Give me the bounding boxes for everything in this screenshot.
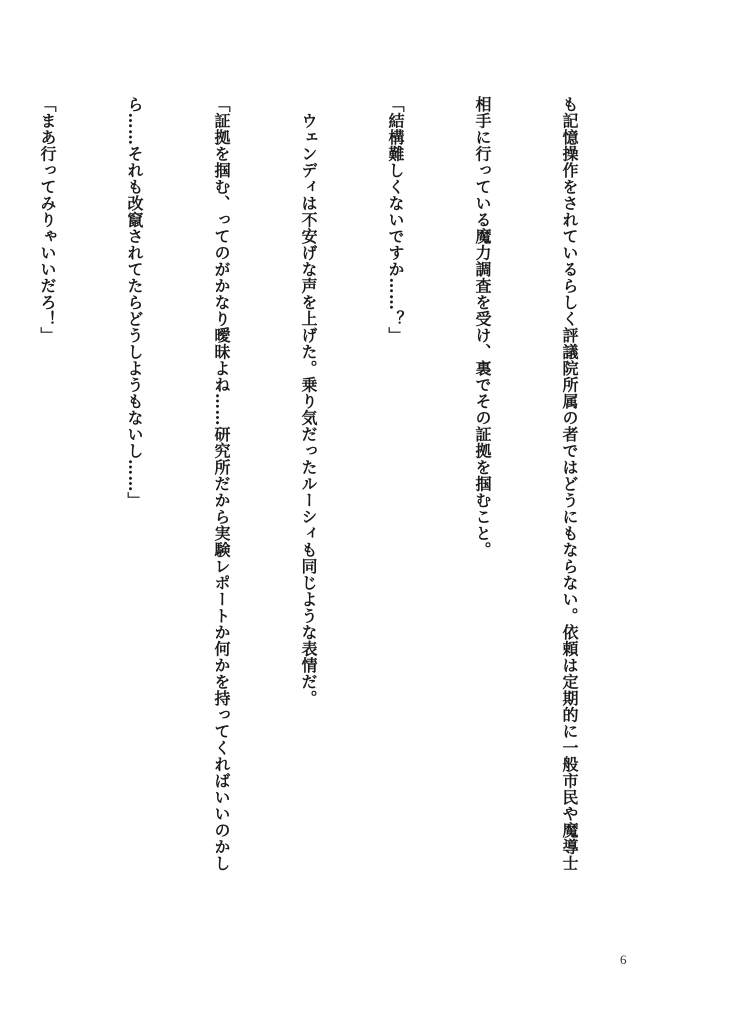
text-line: ウェンディは不安げな声を上げた。乗り気だったルーシィも同じような表情だ。 <box>299 96 318 707</box>
text-line: 相手に行っている魔力調査を受け、裏でその証拠を掴むこと。 <box>473 96 492 558</box>
text-line: も記憶操作をされているらしく評議院所属の者ではどうにもならない。依頼は定期的に一般市民や魔導士 <box>560 96 579 872</box>
text-line: 「結構難しくないですか……？」 <box>386 96 405 344</box>
text-line: 「証拠を掴む、ってのがかなり曖昧よね……研究所だから実験レポートか何かを持ってくればいいのかし <box>212 96 231 872</box>
vertical-text-body <box>0 96 642 926</box>
page-number: 6 <box>620 952 627 967</box>
text-line: ら……それも改竄されてたらどうしようもないし……」 <box>125 96 144 509</box>
text-line: 「まあ行ってみりゃいいだろ！」 <box>38 96 57 344</box>
